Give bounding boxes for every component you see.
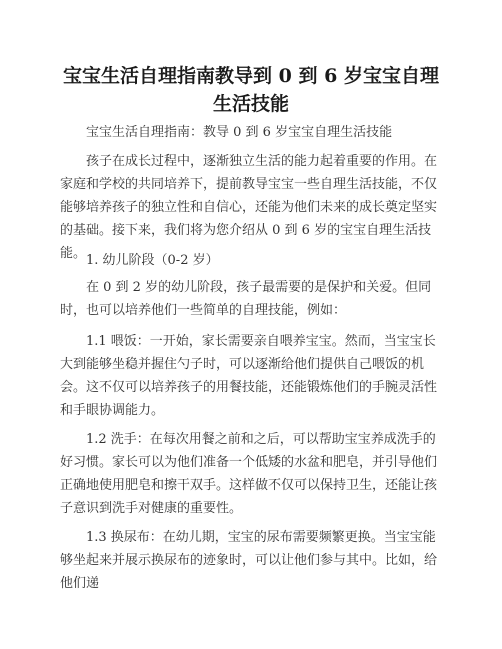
paragraph-subtitle: 宝宝生活自理指南：教导 0 到 6 岁宝宝自理生活技能	[86, 125, 393, 140]
paragraph-infant-intro: 在 0 到 2 岁的幼儿阶段，孩子最需要的是保护和关爱。但同时，也可以培养他们一些简单的自理技能，例如：	[60, 280, 432, 318]
paragraph-diaper: 1.3 换尿布：在幼儿期，宝宝的尿布需要频繁更换。当宝宝能够坐起来并展示换尿布的迹象时，可以让他们参与其中。比如，给他们递	[60, 530, 438, 591]
paragraph-handwashing: 1.2 洗手：在每次用餐之前和之后，可以帮助宝宝养成洗手的好习惯。家长可以为他们准备一个低矮的水盆和肥皂，并引导他们正确地使用肥皂和擦干双手。这样做不仅可以保持卫生，还能让孩子意识到洗手对健康的重要性。	[60, 432, 438, 516]
paragraph-intro: 孩子在成长过程中，逐渐独立生活的能力起着重要的作用。在家庭和学校的共同培养下，提前教导宝宝一些自理生活技能，不仅能够培养孩子的独立性和自信心，还能为他们未来的成长奠定坚实的基础。接下来，我们将为您介绍从 0 到 6 岁的宝宝自理生活技能。	[60, 154, 438, 261]
paragraph-feeding: 1.1 喂饭：一开始，家长需要亲自喂养宝宝。然而，当宝宝长大到能够坐稳并握住勺子时，可以逐渐给他们提供自己喂饭的机会。这不仅可以培养孩子的用餐技能，还能锻炼他们的手腕灵活性和手眼协调能力。	[60, 334, 438, 418]
document-title: 宝宝生活自理指南教导到 0 到 6 岁宝宝自理生活技能	[63, 65, 439, 115]
section-heading-infant: 1. 幼儿阶段（0-2 岁）	[86, 253, 219, 268]
